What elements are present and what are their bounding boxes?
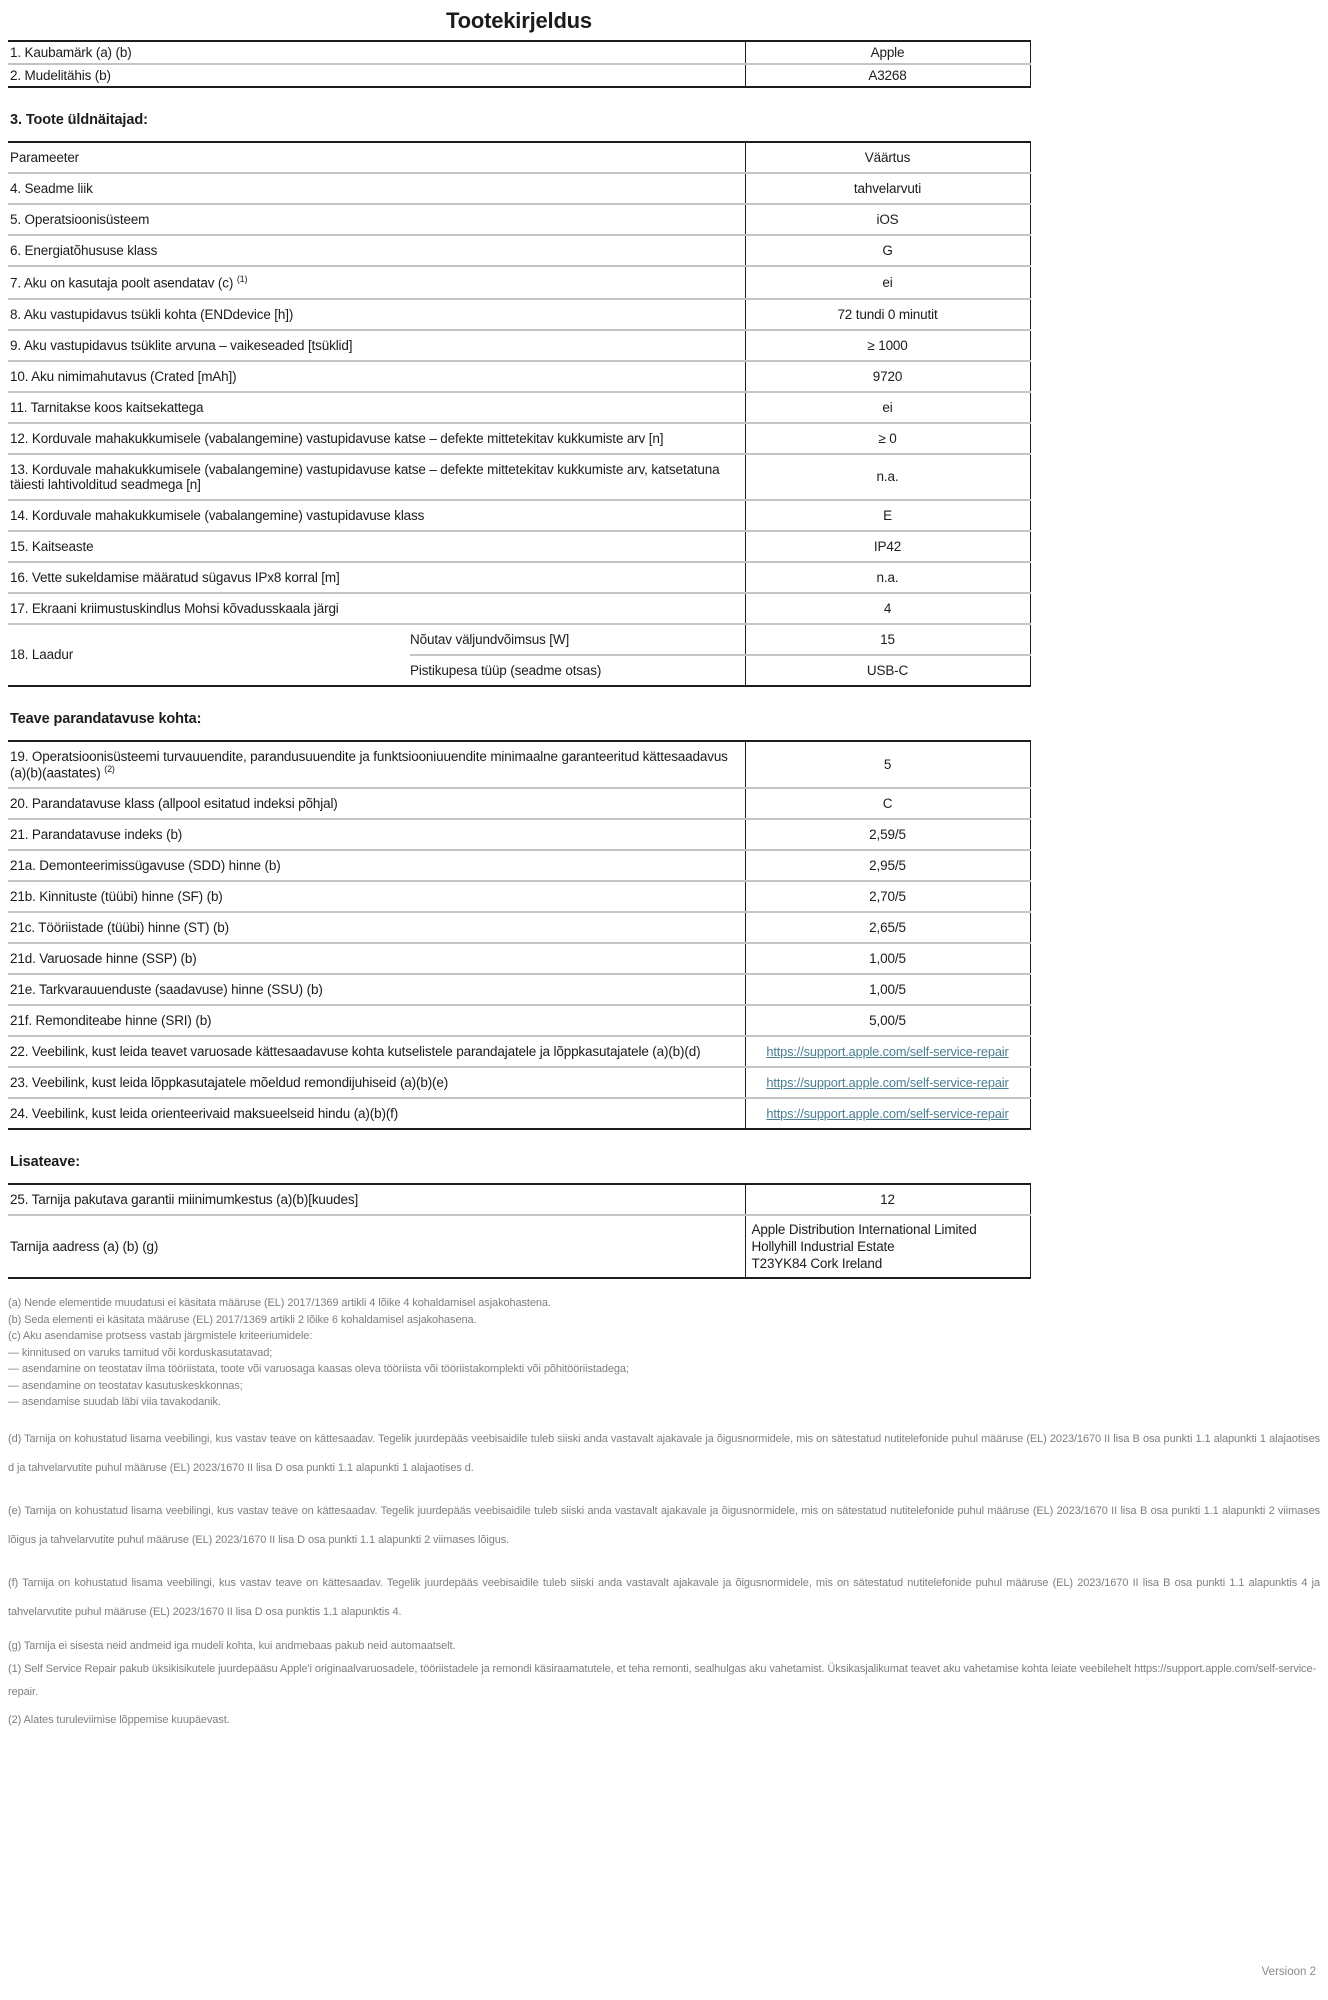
- table-row: [8, 330, 1030, 361]
- row-value: G: [745, 235, 1030, 266]
- self-service-repair-link[interactable]: https://support.apple.com/self-service-repair: [766, 1075, 1009, 1090]
- row-value: 2,95/5: [745, 850, 1030, 881]
- general-table: [8, 141, 1031, 687]
- row-label: 23. Veebilink, kust leida lõppkasutajatele mõeldud remondijuhiseid (a)(b)(e): [8, 1067, 745, 1098]
- column-header-parameter: Parameeter: [10, 150, 80, 165]
- table-row: [8, 64, 1030, 87]
- row-value: 1,00/5: [745, 974, 1030, 1005]
- table-row: [8, 235, 1030, 266]
- supplier-address: [745, 1215, 1030, 1278]
- row-value: A3268: [745, 64, 1030, 87]
- row-sublabel: Nõutav väljundvõimsus [W]: [410, 624, 745, 655]
- row-label: 21. Parandatavuse indeks (b): [8, 819, 745, 850]
- table-row: [8, 850, 1030, 881]
- table-row: [8, 204, 1030, 235]
- row-label: 13. Korduvale mahakukkumisele (vabalangemine) vastupidavuse katse – defekte mittetekitav kukkumiste arv, katsetatuna täiesti lahtivolditud seadmega [n]: [8, 454, 745, 500]
- row-label: 18. Laadur: [8, 624, 410, 686]
- row-label: 20. Parandatavuse klass (allpool esitatud indeksi põhjal): [8, 788, 745, 819]
- row-value: n.a.: [745, 454, 1030, 500]
- row-label: 19. Operatsioonisüsteemi turvauuendite, parandusuuendite ja funktsiooniuuendite minimaalne garanteeritud kättesaadavus (a)(b)(aastates): [10, 748, 728, 780]
- footnote-c-item: — asendamine on teostatav ilma tööriistata, toote või varuosaga kaasas oleva tööriista või tööriistakomplekti või põhitööriistadega;: [8, 1363, 629, 1375]
- row-value: 15: [745, 624, 1030, 655]
- row-value: USB-C: [745, 655, 1030, 686]
- address-line: Apple Distribution International Limited: [751, 1222, 977, 1237]
- row-label: 21c. Tööriistade (tüübi) hinne (ST) (b): [8, 912, 745, 943]
- repairability-table: [8, 740, 1031, 1131]
- version-label: Versioon 2: [1261, 1966, 1316, 1978]
- table-row: [8, 1005, 1030, 1036]
- table-row: [8, 1184, 1030, 1215]
- row-value: tahvelarvuti: [745, 173, 1030, 204]
- additional-table: [8, 1183, 1031, 1279]
- row-sublabel: Pistikupesa tüüp (seadme otsas): [410, 655, 745, 686]
- row-value: 1,00/5: [745, 943, 1030, 974]
- table-header-row: [8, 142, 1030, 173]
- row-label: 16. Vette sukeldamise määratud sügavus IPx8 korral [m]: [8, 562, 745, 593]
- row-label: 10. Aku nimimahutavus (Crated [mAh]): [8, 361, 745, 392]
- table-row: [8, 881, 1030, 912]
- table-row: [8, 531, 1030, 562]
- row-value: ei: [745, 392, 1030, 423]
- row-label: 21f. Remonditeabe hinne (SRI) (b): [8, 1005, 745, 1036]
- table-row: [8, 593, 1030, 624]
- table-row: [8, 741, 1030, 789]
- footnotes-section: [8, 1295, 1320, 1730]
- row-value: 5,00/5: [745, 1005, 1030, 1036]
- footnote-c-item: — asendamine on teostatav kasutuskeskkonnas;: [8, 1379, 243, 1392]
- row-label: 6. Energiatõhususe klass: [8, 235, 745, 266]
- row-value: ≥ 1000: [745, 330, 1030, 361]
- row-label: Tarnija aadress (a) (b) (g): [8, 1215, 745, 1278]
- footnote-f: (f) Tarnija on kohustatud lisama veebilingi, kus vastav teave on kättesaadav. Tegelik juurdepääs veebisaidile tuleb siiski anda vastavalt ajakavale ja õigusnormidele, mis on sätestatud nutitelefonide puhul määruse (EL) 2023/1670 II lisa B osa punkti 1.1 alapunktis 4 ja tahvelarvutite puhul määruse (EL) 2023/1670 II lisa D osa punktis 1.1 alapunktis 4.: [8, 1576, 1320, 1618]
- footnote-b: (b) Seda elementi ei käsitata määruse (EL) 2017/1369 artikli 2 lõike 6 kohaldamisel asjakohasena.: [8, 1313, 477, 1326]
- table-row-link: [8, 1067, 1030, 1098]
- row-value: 9720: [745, 361, 1030, 392]
- section-heading-general: 3. Toote üldnäitajad:: [10, 112, 148, 128]
- self-service-repair-link[interactable]: https://support.apple.com/self-service-repair: [766, 1106, 1009, 1121]
- row-value: 2,65/5: [745, 912, 1030, 943]
- row-label: 5. Operatsioonisüsteem: [8, 204, 745, 235]
- footnote-c: (c) Aku asendamise protsess vastab järgmistele kriteeriumidele:: [8, 1330, 313, 1342]
- column-header-value: Väärtus: [745, 142, 1030, 173]
- page-title: Tootekirjeldus: [446, 8, 592, 33]
- row-value: E: [745, 500, 1030, 531]
- row-value: 5: [745, 741, 1030, 789]
- identification-table: [8, 40, 1031, 88]
- self-service-repair-link[interactable]: https://support.apple.com/self-service-repair: [766, 1044, 1009, 1059]
- row-label: 8. Aku vastupidavus tsükli kohta (ENDdevice [h]): [8, 299, 745, 330]
- table-row: [8, 943, 1030, 974]
- table-row: [8, 974, 1030, 1005]
- table-row: [8, 423, 1030, 454]
- table-row: [8, 500, 1030, 531]
- row-value: 2,59/5: [745, 819, 1030, 850]
- row-label: 9. Aku vastupidavus tsüklite arvuna – vaikeseaded [tsüklid]: [8, 330, 745, 361]
- table-row-link: [8, 1036, 1030, 1067]
- row-value: 2,70/5: [745, 881, 1030, 912]
- row-label: 1. Kaubamärk (a) (b): [10, 45, 132, 60]
- row-label: 11. Tarnitakse koos kaitsekattega: [8, 392, 745, 423]
- row-value: C: [745, 788, 1030, 819]
- row-label: 24. Veebilink, kust leida orienteerivaid maksueelseid hindu (a)(b)(f): [8, 1098, 745, 1129]
- table-row: [8, 788, 1030, 819]
- row-label: 21e. Tarkvarauuenduste (saadavuse) hinne (SSU) (b): [8, 974, 745, 1005]
- table-row: [8, 266, 1030, 299]
- footnote-1: (1) Self Service Repair pakub üksikisikutele juurdepääsu Apple'i originaalvaruosadele, tööriistadele ja remondi käsiraamatutele, et teha remonti, sealhulgas aku vahetamist. Üksikasjalikumat teavet aku vahetamise kohta leiate veebilehelt https://support.apple.com/self-service-repair.: [8, 1662, 1317, 1698]
- row-value: 4: [745, 593, 1030, 624]
- row-label: 14. Korduvale mahakukkumisele (vabalangemine) vastupidavuse klass: [8, 500, 745, 531]
- footnote-e: (e) Tarnija on kohustatud lisama veebilingi, kus vastav teave on kättesaadav. Tegelik juurdepääs veebisaidile tuleb siiski anda vastavalt ajakavale ja õigusnormidele, mis on sätestatud nutitelefonide puhul määruse (EL) 2023/1670 II lisa B osa punkti 1.1 alapunkti 2 viimases lõigus ja tahvelarvutite puhul määruse (EL) 2023/1670 II lisa D osa punkti 1.1 alapunkti 2 viimases lõigus.: [8, 1504, 1320, 1546]
- row-label: 15. Kaitseaste: [8, 531, 745, 562]
- section-heading-repairability: Teave parandatavuse kohta:: [10, 710, 202, 727]
- row-value: n.a.: [745, 562, 1030, 593]
- row-label: 2. Mudelitähis (b): [8, 64, 745, 87]
- row-value: 72 tundi 0 minutit: [745, 299, 1030, 330]
- row-value: Apple: [745, 41, 1030, 64]
- table-row: [8, 562, 1030, 593]
- table-row-link: [8, 1098, 1030, 1129]
- section-heading-additional: Lisateave:: [10, 1154, 80, 1170]
- row-label: 21a. Demonteerimissügavuse (SDD) hinne (b): [8, 850, 745, 881]
- footnote-2: (2) Alates turuleviimise lõppemise kuupäevast.: [8, 1713, 230, 1726]
- footnote-ref-2: (2): [104, 763, 115, 774]
- table-row-address: [8, 1215, 1030, 1278]
- table-row-charger: [8, 624, 1030, 655]
- table-row: [8, 299, 1030, 330]
- table-row: [8, 173, 1030, 204]
- row-label: 21d. Varuosade hinne (SSP) (b): [8, 943, 745, 974]
- table-row: [8, 361, 1030, 392]
- row-value: IP42: [745, 531, 1030, 562]
- row-label: 21b. Kinnituste (tüübi) hinne (SF) (b): [8, 881, 745, 912]
- row-value: 12: [745, 1184, 1030, 1215]
- footnote-ref-1: (1): [236, 274, 248, 284]
- row-value: ≥ 0: [745, 423, 1030, 454]
- footnote-c-item: — asendamise suudab läbi viia tavakodanik.: [8, 1396, 221, 1408]
- row-label: 25. Tarnija pakutava garantii miinimumkestus (a)(b)[kuudes]: [10, 1192, 359, 1207]
- address-line: Hollyhill Industrial Estate: [751, 1239, 895, 1254]
- row-value: iOS: [745, 204, 1030, 235]
- table-row: [8, 454, 1030, 500]
- table-row: [8, 912, 1030, 943]
- table-row: [8, 819, 1030, 850]
- row-label: 4. Seadme liik: [8, 173, 745, 204]
- footnote-a: (a) Nende elementide muudatusi ei käsitata määruse (EL) 2017/1369 artikli 4 lõike 4 kohaldamisel asjakohastena.: [8, 1297, 551, 1309]
- footnote-g: (g) Tarnija ei sisesta neid andmeid iga mudeli kohta, kui andmebaas pakub neid automaatselt.: [8, 1639, 456, 1652]
- row-label: 12. Korduvale mahakukkumisele (vabalangemine) vastupidavuse katse – defekte mittetekitav kukkumiste arv [n]: [8, 423, 745, 454]
- row-label: 7. Aku on kasutaja poolt asendatav (c): [10, 275, 234, 291]
- row-label: 22. Veebilink, kust leida teavet varuosade kättesaadavuse kohta kutselistele parandajatele ja lõppkasutajatele (a)(b)(d): [8, 1036, 745, 1067]
- footnote-d: (d) Tarnija on kohustatud lisama veebilingi, kus vastav teave on kättesaadav. Tegelik juurdepääs veebisaidile tuleb siiski anda vastavalt ajakavale ja õigusnormidele, mis on sätestatud nutitelefonide puhul määruse (EL) 2023/1670 II lisa B osa punkti 1.1 alapunkti 1 alajaotises d ja tahvelarvutite puhul määruse (EL) 2023/1670 II lisa D osa punkti 1.1 alapunkti 1 alajaotises d.: [8, 1432, 1320, 1474]
- table-row: [8, 392, 1030, 423]
- row-value: ei: [745, 266, 1030, 299]
- table-row: [8, 41, 1030, 64]
- footnote-c-item: — kinnitused on varuks tarnitud või korduskasutatavad;: [8, 1346, 273, 1359]
- address-line: T23YK84 Cork Ireland: [751, 1256, 883, 1271]
- row-label: 17. Ekraani kriimustuskindlus Mohsi kõvadusskaala järgi: [8, 593, 745, 624]
